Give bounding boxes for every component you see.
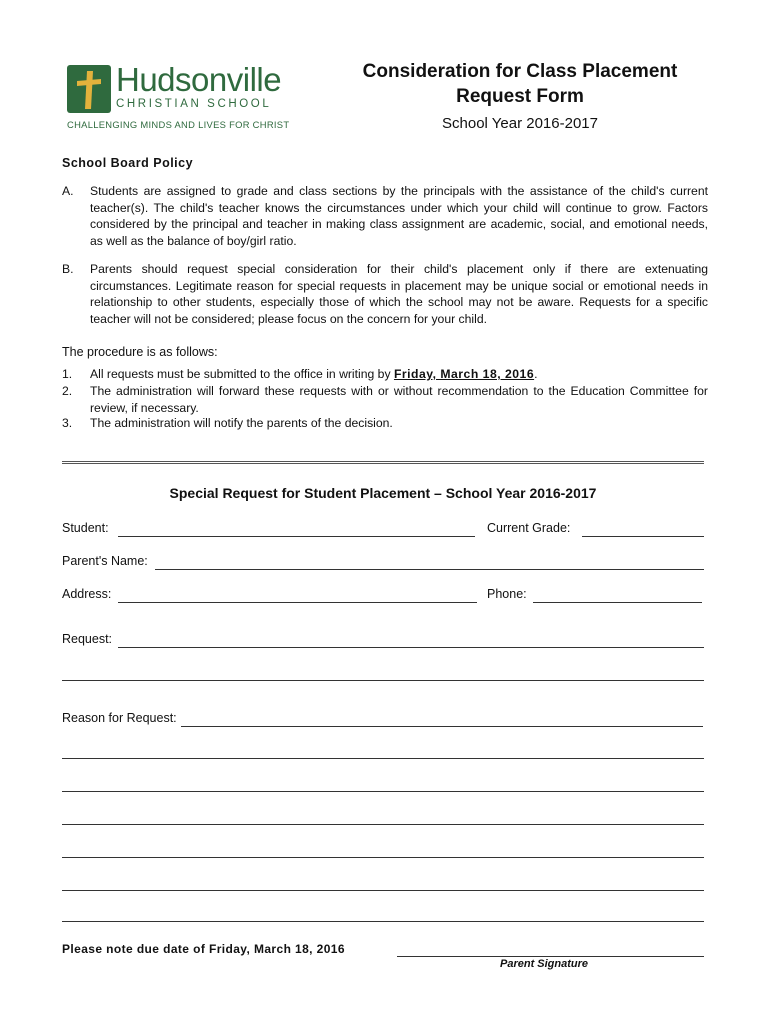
- phone-field[interactable]: [533, 602, 702, 603]
- signature-caption: Parent Signature: [500, 958, 589, 970]
- reason-label: Reason for Request:: [62, 711, 177, 725]
- title-line-2: Request Form: [456, 86, 584, 107]
- policy-heading: School Board Policy: [62, 156, 194, 170]
- step-1-after: .: [534, 367, 538, 381]
- school-year: School Year 2016-2017: [442, 115, 598, 132]
- school-logo-mark: [67, 65, 111, 113]
- grade-field[interactable]: [582, 536, 704, 537]
- policy-item-a-marker: A.: [62, 184, 74, 198]
- step-2-text: The administration will forward these requests with or without recommendation to the Education Committee for review, if necessary.: [90, 384, 708, 415]
- logo-tagline: CHALLENGING MINDS AND LIVES FOR CHRIST: [67, 119, 290, 130]
- due-date-note: Please note due date of Friday, March 18, 2016: [62, 942, 345, 956]
- policy-item-b-marker: B.: [62, 262, 74, 276]
- signature-field[interactable]: [397, 956, 704, 957]
- parent-name-label: Parent's Name:: [62, 554, 148, 568]
- student-label: Student:: [62, 521, 109, 535]
- section-divider: [62, 461, 704, 466]
- step-1-marker: 1.: [62, 367, 73, 381]
- reason-field[interactable]: [181, 726, 703, 727]
- reason-field-line-4[interactable]: [62, 824, 704, 825]
- form-title: Special Request for Student Placement – School Year 2016-2017: [169, 485, 597, 501]
- reason-field-line-5[interactable]: [62, 857, 704, 858]
- student-field[interactable]: [118, 536, 475, 537]
- grade-label: Current Grade:: [487, 521, 571, 535]
- step-3-text: The administration will notify the parents of the decision.: [90, 416, 393, 430]
- request-field-line-2[interactable]: [62, 680, 704, 681]
- phone-label: Phone:: [487, 587, 527, 601]
- parent-name-field[interactable]: [155, 569, 704, 570]
- reason-field-line-2[interactable]: [62, 758, 704, 759]
- address-label: Address:: [62, 587, 112, 601]
- policy-item-a-text: Students are assigned to grade and class sections by the principals with the assistance of the child's current teacher(s). The child's teacher knows the circumstances under which your child will continue to grow. Factors considered by the principal and teacher in making class assignment are academic, social, and emotional needs, as well as the balance of boy/girl ratio.: [90, 184, 708, 248]
- step-1-before: All requests must be submitted to the office in writing by: [90, 367, 394, 381]
- reason-field-line-6[interactable]: [62, 890, 704, 891]
- due-date: Friday, March 18, 2016: [393, 367, 535, 381]
- step-2-marker: 2.: [62, 384, 73, 398]
- request-field[interactable]: [118, 647, 704, 648]
- title-line-1: Consideration for Class Placement: [362, 61, 678, 82]
- logo-school-name: Hudsonville: [116, 61, 282, 98]
- reason-field-line-7[interactable]: [62, 921, 704, 922]
- policy-item-b-text: Parents should request special consideration for their child's placement only if there are extenuating circumstances. Legitimate reason for special requests in placement may be unique social or emotional needs in relationship to other students, especially those of which the school may not be aware. Requests for a specific teacher will not be considered; please focus on the concern for your child.: [90, 262, 708, 326]
- logo-subtitle: CHRISTIAN SCHOOL: [116, 98, 272, 110]
- cross-icon: [67, 65, 111, 113]
- request-label: Request:: [62, 632, 113, 646]
- address-field[interactable]: [118, 602, 477, 603]
- page-title: [320, 59, 720, 109]
- reason-field-line-3[interactable]: [62, 791, 704, 792]
- step-3-marker: 3.: [62, 416, 73, 430]
- procedure-intro: The procedure is as follows:: [62, 345, 218, 359]
- step-1-text: [90, 366, 708, 383]
